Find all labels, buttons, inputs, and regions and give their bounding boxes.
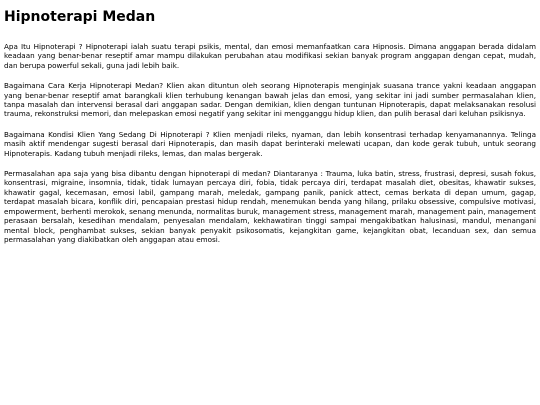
- page-title: Hipnoterapi Medan: [4, 9, 156, 25]
- paragraph-what-is-hypnotherapy: Apa Itu Hipnoterapi ? Hipnoterapi ialah suatu terapi psikis, mental, dan emosi memanfaatkan cara Hipnosis. Dimana anggapan berada didalam keadaan yang benar-benar reseptif amar mampu dilakukan perubahan atau modifikasi sekian banyak program anggapan dengan cepat, mudah, dan berupa powerful sekali, guna jadi lebih baik.: [4, 42, 536, 70]
- paragraph-client-condition: Bagaimana Kondisi Klien Yang Sedang Di Hipnoterapi ? Klien menjadi rileks, nyaman, dan lebih konsentrasi terhadap kenyamanannya. Telinga masih aktif mendengar sugesti berasal dari Hipnoterapis, dan masih dapat berinteraki melewati ucapan, dan kode gerak tubuh, untuk seorang Hipnoterapis. Kadang tubuh menjadi rileks, lemas, dan malas bergerak.: [4, 129, 536, 158]
- paragraph-problems-helped: Permasalahan apa saja yang bisa dibantu dengan hipnoterapi di medan? Diantaranya : Trauma, luka batin, stress, frustrasi, depresi, susah fokus, konsentrasi, migraine, insomnia, tidak, tidak lumayan percaya diri, fobia, tidak percaya diri, terdapat masalah diet, obesitas, khawatir sukses, khawatir gagal, kecemasan, emosi labil, gampang marah, meledak, gampang panik, panick attect, cemas berkata di depan umum, gagap, terdapat masalah bicara, konflik diri, pencapaian prestasi hidup rendah, menemukan benda yang hilang, prilaku obsessive, compulsive motivasi, empowerment, berhenti merokok, senang menunda, normalitas buruk, management stress, management marah, management pain, management perasaan bersalah, kesedihan mendalam, penyesalan mendalam, kekhawatiran tinggi sampai mengakibatkan halusinasi, mandul, menangani mental block, penghambat sukses, sekian banyak penyakit psikosomatis, kejangkitan game, kejangkitan obat, lecanduan sex, dan semua permasalahan yang diakibatkan oleh anggapan atau emosi.: [4, 169, 536, 244]
- paragraph-how-it-works: Bagaimana Cara Kerja Hipnoterapi Medan? Klien akan dituntun oleh seorang Hipnoterapis menginjak suasana trance yakni keadaan anggapan yang benar-benar reseptif amat barangkali klien terhubung kenangan bawah jelas dan emosi, yang sekitar ini jadi sumber permasalahan klien, tanpa masalah dan intervensi berasal dari anggapan sadar. Dengan demikian, klien dengan tuntunan Hipnoterapis, dapat melaksanakan resolusi trauma, rekonstruksi memori, dan melepaskan emosi negatif yang sekitar ini mengganggu hidup klien, dan pulih berasal dari keluhan psikisnya.: [4, 81, 536, 119]
